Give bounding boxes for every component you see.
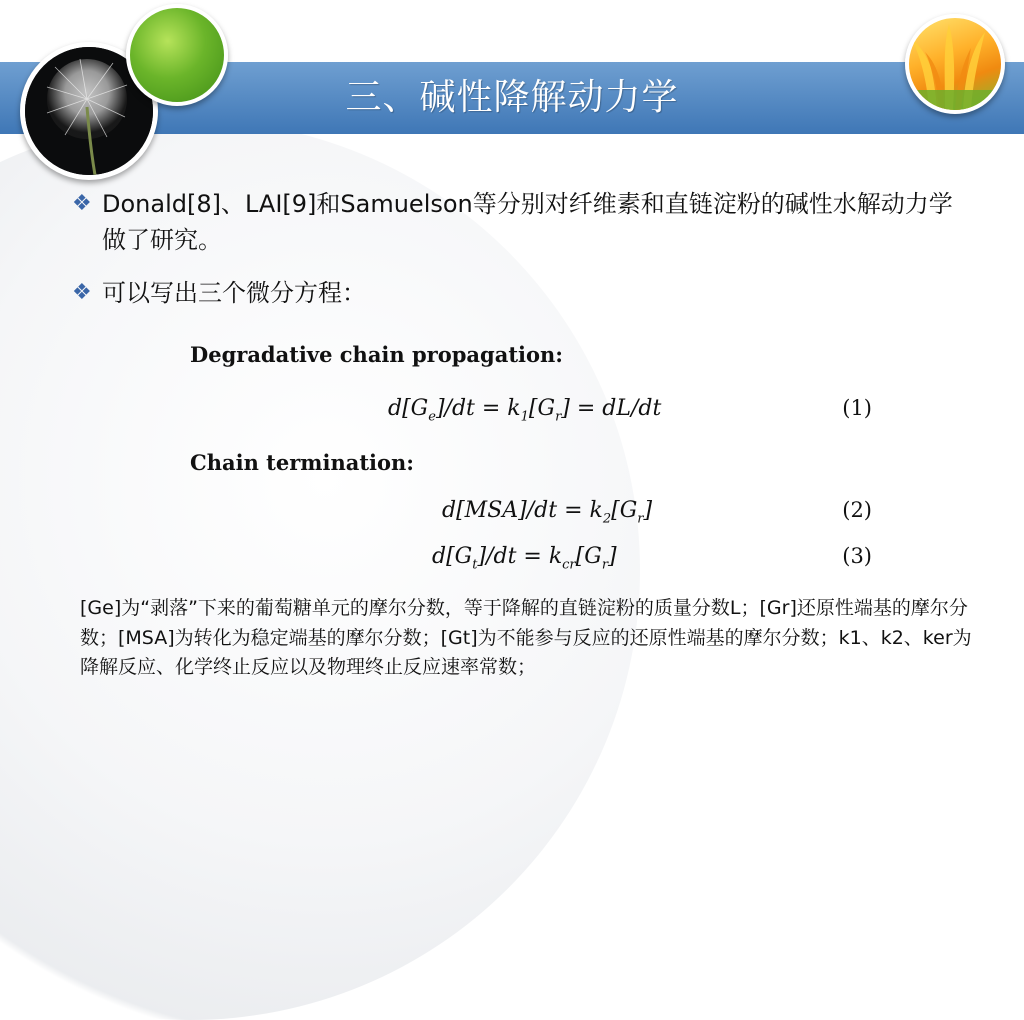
equation-2-number: (2) <box>842 498 872 522</box>
diamond-bullet-icon: ❖ <box>72 280 92 305</box>
bullet-text: Donald[8]、LAI[9]和Samuelson等分别对纤维素和直链淀粉的碱性水解动力学做了研究。 <box>102 190 953 254</box>
definitions-note: [Ge]为“剥落”下来的葡萄糖单元的摩尔分数，等于降解的直链淀粉的质量分数L；[Gr]还原性端基的摩尔分数；[MSA]为转化为稳定端基的摩尔分数；[Gt]为不能参与反应的还原性端基的摩尔分数；k1、k2、ker为降解反应、化学终止反应以及物理终止反应速率常数； <box>80 597 972 678</box>
equation-3: $d[G_t]/dt = k_{cr}[G_r]$ <box>432 544 617 573</box>
termination-heading: Chain termination: <box>190 450 415 475</box>
equation-1: $d[G_e]/dt = k_1[G_r] = dL/dt$ <box>388 396 662 425</box>
bullet-item <box>72 186 972 258</box>
orange-flower-photo <box>905 14 1005 114</box>
propagation-heading: Degradative chain propagation: <box>190 342 564 367</box>
equation-2: $d[MSA]/dt = k_2[G_r]$ <box>442 498 653 527</box>
slide-title: 三、碱性降解动力学 <box>345 77 679 118</box>
equation-3-number: (3) <box>842 544 872 568</box>
equation-1-number: (1) <box>842 396 872 420</box>
equation-figure <box>190 338 890 583</box>
bullet-list <box>72 186 972 311</box>
green-ball-decoration <box>126 4 228 106</box>
bullet-item <box>72 275 972 311</box>
bullet-text: 可以写出三个微分方程： <box>102 279 366 307</box>
diamond-bullet-icon: ❖ <box>72 191 92 216</box>
orange-flower-image <box>909 18 1001 110</box>
